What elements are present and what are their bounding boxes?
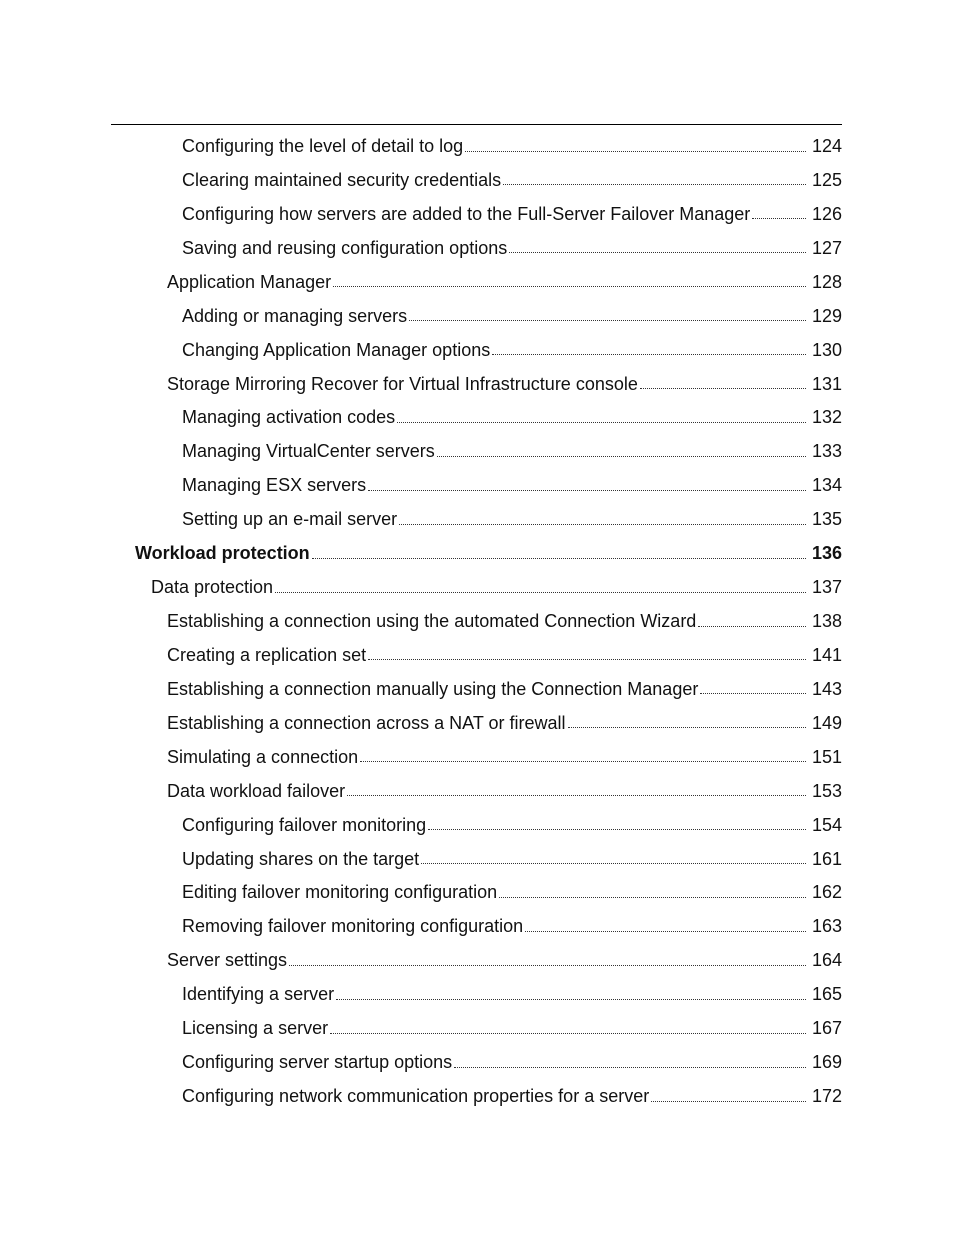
toc-entry-page-number: 138 bbox=[811, 611, 842, 632]
toc-dot-leader bbox=[428, 829, 806, 830]
toc-entry-title: Removing failover monitoring configuration bbox=[182, 916, 524, 937]
toc-entry-page-number: 127 bbox=[811, 237, 842, 258]
toc-entry[interactable] bbox=[167, 604, 842, 638]
toc-dot-leader bbox=[409, 320, 806, 321]
toc-entry-title: Updating shares on the target bbox=[182, 848, 420, 869]
toc-entry-page-number: 161 bbox=[811, 848, 842, 869]
toc-entry[interactable] bbox=[182, 468, 842, 502]
toc-entry-page-number: 163 bbox=[811, 916, 842, 937]
toc-entry[interactable] bbox=[182, 231, 842, 265]
toc-dot-leader bbox=[698, 626, 806, 627]
toc-entry-page-number: 130 bbox=[811, 339, 842, 360]
toc-entry-title: Identifying a server bbox=[182, 984, 335, 1005]
toc-dot-leader bbox=[360, 761, 806, 762]
toc-entry[interactable] bbox=[182, 163, 842, 197]
toc-entry-page-number: 154 bbox=[811, 814, 842, 835]
toc-entry-page-number: 164 bbox=[811, 950, 842, 971]
toc-entry-title: Data protection bbox=[151, 577, 274, 598]
toc-entry-page-number: 165 bbox=[811, 984, 842, 1005]
toc-dot-leader bbox=[499, 897, 806, 898]
toc-entry-page-number: 143 bbox=[811, 678, 842, 699]
toc-entry-title: Storage Mirroring Recover for Virtual Infrastructure console bbox=[167, 373, 638, 394]
toc-entry-page-number: 126 bbox=[811, 203, 842, 224]
toc-entry-title: Creating a replication set bbox=[167, 644, 367, 665]
toc-entry-page-number: 151 bbox=[811, 746, 842, 767]
toc-entry-title: Saving and reusing configuration options bbox=[182, 237, 508, 258]
header-rule bbox=[111, 124, 842, 125]
toc-entry[interactable] bbox=[167, 367, 842, 401]
toc-dot-leader bbox=[368, 490, 806, 491]
toc-entry-page-number: 135 bbox=[811, 509, 842, 530]
toc-entry[interactable] bbox=[182, 299, 842, 333]
toc-entry-title: Configuring server startup options bbox=[182, 1052, 453, 1073]
toc-entry[interactable] bbox=[167, 638, 842, 672]
toc-entry-page-number: 141 bbox=[811, 644, 842, 665]
toc-entry-page-number: 153 bbox=[811, 780, 842, 801]
toc-dot-leader bbox=[312, 558, 806, 559]
toc-entry-page-number: 129 bbox=[811, 305, 842, 326]
toc-entry[interactable] bbox=[182, 333, 842, 367]
toc-entry-title: Changing Application Manager options bbox=[182, 339, 491, 360]
toc-dot-leader bbox=[568, 727, 806, 728]
toc-entry-page-number: 149 bbox=[811, 712, 842, 733]
toc-entry-title: Establishing a connection across a NAT or firewall bbox=[167, 712, 566, 733]
toc-entry[interactable] bbox=[182, 977, 842, 1011]
toc-entry-page-number: 128 bbox=[811, 271, 842, 292]
toc-entry[interactable] bbox=[182, 808, 842, 842]
toc-entry[interactable] bbox=[182, 909, 842, 943]
toc-dot-leader bbox=[397, 422, 806, 423]
toc-dot-leader bbox=[640, 388, 806, 389]
toc-entry[interactable] bbox=[182, 842, 842, 876]
toc-entry-title: Configuring failover monitoring bbox=[182, 814, 427, 835]
toc-entry-title: Workload protection bbox=[135, 543, 310, 564]
toc-entry[interactable] bbox=[182, 434, 842, 468]
toc-entry-page-number: 124 bbox=[811, 136, 842, 156]
toc-entry[interactable] bbox=[182, 1079, 842, 1113]
toc-entry-title: Simulating a connection bbox=[167, 746, 359, 767]
toc-entry-page-number: 132 bbox=[811, 407, 842, 428]
toc-entry-page-number: 167 bbox=[811, 1018, 842, 1039]
toc-entry[interactable] bbox=[167, 943, 842, 977]
toc-dot-leader bbox=[525, 931, 806, 932]
toc-entry[interactable] bbox=[167, 706, 842, 740]
toc-dot-leader bbox=[454, 1067, 806, 1068]
toc-dot-leader bbox=[752, 218, 806, 219]
toc-dot-leader bbox=[275, 592, 806, 593]
toc-entry[interactable] bbox=[167, 740, 842, 774]
toc-entry-title: Managing activation codes bbox=[182, 407, 396, 428]
toc-entry-page-number: 133 bbox=[811, 441, 842, 462]
toc-entry-title: Establishing a connection manually using the Connection Manager bbox=[167, 678, 699, 699]
toc-entry-title: Data workload failover bbox=[167, 780, 346, 801]
toc-dot-leader bbox=[700, 693, 806, 694]
toc-entry-title: Configuring network communication properties for a server bbox=[182, 1086, 650, 1107]
toc-entry[interactable] bbox=[151, 570, 842, 604]
toc-entry[interactable] bbox=[135, 536, 842, 570]
toc-entry-page-number: 172 bbox=[811, 1086, 842, 1107]
toc-entry[interactable] bbox=[167, 774, 842, 808]
toc-dot-leader bbox=[509, 252, 806, 253]
toc-entry-title: Configuring how servers are added to the Full-Server Failover Manager bbox=[182, 203, 751, 224]
toc-entry-page-number: 162 bbox=[811, 882, 842, 903]
toc-dot-leader bbox=[465, 151, 806, 152]
toc-entry-title: Server settings bbox=[167, 950, 288, 971]
toc-dot-leader bbox=[437, 456, 806, 457]
toc-entry-title: Adding or managing servers bbox=[182, 305, 408, 326]
toc-dot-leader bbox=[651, 1101, 806, 1102]
toc-entry-page-number: 137 bbox=[811, 577, 842, 598]
toc-dot-leader bbox=[330, 1033, 806, 1034]
toc-entry-page-number: 134 bbox=[811, 475, 842, 496]
toc-entry-title: Managing ESX servers bbox=[182, 475, 367, 496]
toc-entry-title: Editing failover monitoring configuration bbox=[182, 882, 498, 903]
toc-dot-leader bbox=[347, 795, 806, 796]
toc-entry-title: Clearing maintained security credentials bbox=[182, 169, 502, 190]
toc-dot-leader bbox=[333, 286, 806, 287]
toc-entry[interactable] bbox=[182, 1045, 842, 1079]
toc-entry[interactable] bbox=[182, 502, 842, 536]
toc-entry[interactable] bbox=[167, 672, 842, 706]
toc-entry-title: Application Manager bbox=[167, 271, 332, 292]
toc-entry-title: Setting up an e-mail server bbox=[182, 509, 398, 530]
toc-dot-leader bbox=[289, 965, 806, 966]
toc-entry-page-number: 125 bbox=[811, 169, 842, 190]
toc-dot-leader bbox=[368, 659, 806, 660]
toc-entry-title: Configuring the level of detail to log bbox=[182, 136, 464, 156]
toc-entry[interactable] bbox=[182, 400, 842, 434]
toc-entry-page-number: 169 bbox=[811, 1052, 842, 1073]
toc-entry-title: Managing VirtualCenter servers bbox=[182, 441, 435, 462]
toc-dot-leader bbox=[421, 863, 806, 864]
toc-entry[interactable] bbox=[182, 129, 842, 163]
toc-entry-title: Establishing a connection using the automated Connection Wizard bbox=[167, 611, 697, 632]
toc-entry-page-number: 131 bbox=[811, 373, 842, 394]
toc-entry-page-number: 136 bbox=[811, 543, 842, 564]
toc-entry-title: Licensing a server bbox=[182, 1018, 329, 1039]
toc-entry[interactable] bbox=[167, 265, 842, 299]
toc-entry[interactable] bbox=[182, 875, 842, 909]
toc-dot-leader bbox=[503, 184, 806, 185]
toc-entry[interactable] bbox=[182, 1011, 842, 1045]
toc-dot-leader bbox=[336, 999, 806, 1000]
toc-dot-leader bbox=[399, 524, 806, 525]
toc-dot-leader bbox=[492, 354, 806, 355]
toc-entry[interactable] bbox=[182, 197, 842, 231]
